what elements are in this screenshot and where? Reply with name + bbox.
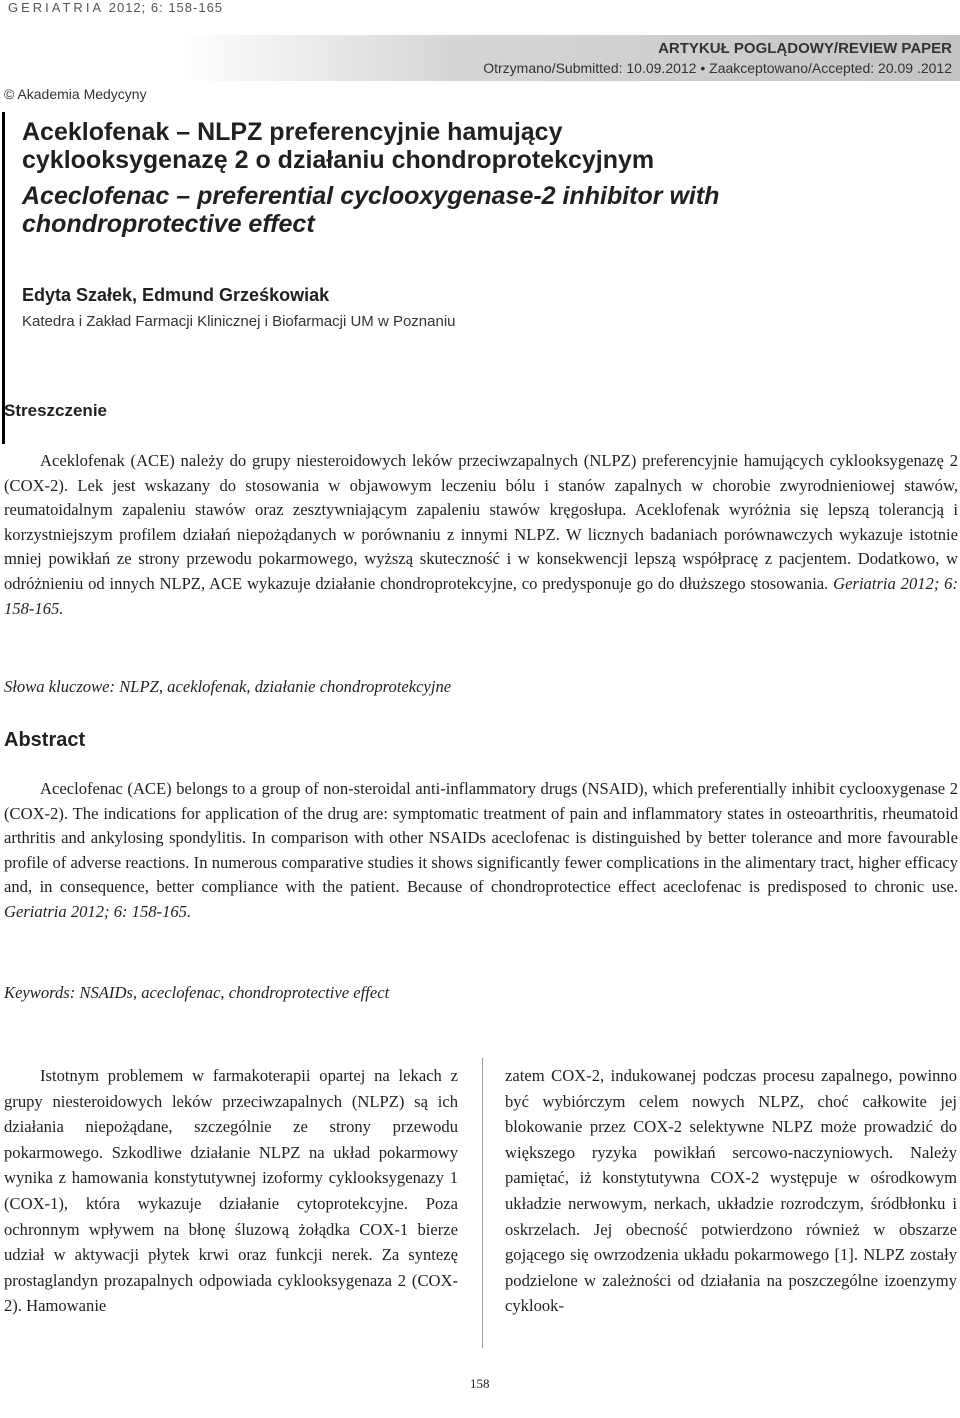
abstract-paragraph	[4, 777, 958, 925]
title-polish	[22, 118, 942, 174]
title-english-line2: chondroprotective effect	[22, 210, 315, 238]
streszczenie-paragraph	[4, 449, 958, 621]
streszczenie-body: Aceklofenak (ACE) należy do grupy niesteroidowych leków przeciwzapalnych (NLPZ) preferencyjnie hamujących cyklooksygenazę 2 (COX-2). Lek jest wskazany do stosowania w objawowym leczeniu bólu i stanów zapalnych w chorobie zwyrodnieniowej stawów, reumatoidalnym zapaleniu stawów oraz zesztywniającym zapaleniu stawów kręgosłupa. Aceklofenak wyróżnia się lepszą tolerancją i korzystniejszym profilem działań niepożądanych w porównaniu z innymi NLPZ. W licznych badaniach porównawczych wykazuje istotnie mniej powikłań ze strony przewodu pokarmowego, wyższą skuteczność i w konsekwencji lepszą współpracę z pacjentem. Dodatkowo, w odróżnieniu od innych NLPZ, ACE wykazuje działanie chondroprotekcyjne, co predysponuje go do dłuższego stosowania.	[4, 451, 958, 593]
page-number: 158	[470, 1376, 490, 1391]
slowa-kluczowe: Słowa kluczowe: NLPZ, aceklofenak, działanie chondroprotekcyjne	[4, 677, 452, 696]
body-column-left	[4, 1063, 458, 1319]
keywords: Keywords: NSAIDs, aceclofenac, chondroprotective effect	[4, 983, 390, 1002]
title-polish-line2: cyklooksygenazę 2 o działaniu chondroprotekcyjnym	[22, 146, 655, 174]
body-column-right: zatem COX-2, indukowanej podczas procesu zapalnego, powinno być wybiórczym celem nowych NLPZ, choć całkowite jej blokowanie przez COX-2 selektywne NLPZ może prowadzić do większego ryzyka powikłań sercowo-naczyniowych. Należy pamiętać, iż konstytutywna COX-2 występuje w ośrodkowym układzie nerwowym, nerkach, układzie rozrodczym, śródbłonku i oskrzelach. Jej obecność potwierdzono również w obszarze gojącego się owrzodzenia układu pokarmowego [1]. NLPZ zostały podzielone w zależności od działania na poszczególne izoenzymy cyklook-	[505, 1066, 957, 1316]
authors: Edyta Szałek, Edmund Grześkowiak	[22, 285, 330, 305]
title-english-line1: Aceclofenac – preferential cyclooxygenase-2 inhibitor with	[22, 182, 720, 210]
abstract-body: Aceclofenac (ACE) belongs to a group of non-steroidal anti-inflammatory drugs (NSAID), which preferentially inhibit cyclooxygenase 2 (COX-2). The indications for application of the drug are: symptomatic treatment of pain and inflammatory states in osteoarthritis, rheumatoid arthritis and ankylosing spondylitis. In comparison with other NSAIDs aceclofenac is distinguished by better tolerance and more favourable profile of adverse reactions. In numerous comparative studies it shows significantly fewer complications in the alimentary tract, higher efficacy and, in consequence, better compliance with the patient. Because of chondroprotectice effect aceclofenac is predisposed to chronic use.	[4, 779, 958, 897]
column-divider	[482, 1058, 483, 1348]
abstract-heading: Abstract	[4, 729, 86, 751]
title-polish-line1: Aceklofenak – NLPZ preferencyjnie hamujący	[22, 118, 563, 146]
body-left-text: Istotnym problemem w farmakoterapii opartej na lekach z grupy niesteroidowych leków przeciwzapalnych (NLPZ) są ich działania niepożądane, szczególnie ze strony przewodu pokarmowego. Szkodliwe działanie NLPZ na układ pokarmowy wynika z hamowania konstytutywnej izoformy cyklooksygenazy 1 (COX-1), która wykazuje działanie cytoprotekcyjne. Poza ochronnym wpływem na błonę śluzową żołądka COX-1 bierze udział w aktywacji płytek krwi oraz funkcji nerek. Za syntezę prostaglandyn prozapalnych odpowiada cyklooksygenaza 2 (COX-2). Hamowanie	[4, 1066, 458, 1316]
journal-name: GERIATRIA	[8, 0, 105, 15]
title-english	[22, 182, 942, 238]
journal-citation: 2012; 6: 158-165	[108, 0, 224, 15]
submission-dates: Otrzymano/Submitted: 10.09.2012 • Zaakceptowano/Accepted: 20.09 .2012	[483, 60, 952, 76]
abstract-citation: Geriatria 2012; 6: 158-165.	[4, 901, 192, 921]
streszczenie-heading: Streszczenie	[4, 401, 107, 420]
copyright-notice: © Akademia Medycyny	[4, 86, 147, 102]
journal-header	[8, 0, 223, 15]
title-rule	[2, 112, 5, 444]
streszczenie-citation: Geriatria 2012; 6: 158-165.	[4, 573, 958, 618]
article-type: ARTYKUŁ POGLĄDOWY/REVIEW PAPER	[658, 40, 952, 57]
affiliation: Katedra i Zakład Farmacji Klinicznej i Biofarmacji UM w Poznaniu	[22, 313, 456, 330]
